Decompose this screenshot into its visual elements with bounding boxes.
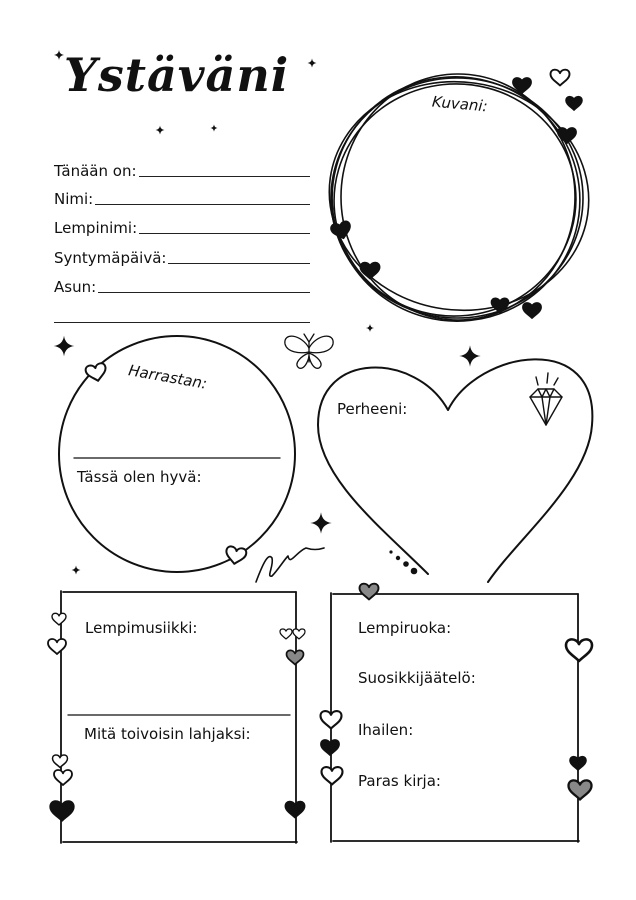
- heart-outline-icon: [280, 629, 292, 639]
- favorite-music-label: Lempimusiikki:: [85, 619, 198, 637]
- write-in-line[interactable]: [139, 233, 310, 234]
- heart-outline-icon: [566, 639, 592, 661]
- family-heart-outline: [318, 359, 592, 582]
- form-field-today: [54, 158, 310, 180]
- write-in-line[interactable]: [98, 292, 310, 293]
- butterfly-icon: [285, 334, 333, 368]
- heart-filled-icon: [566, 97, 582, 110]
- sparkle-icon: [54, 336, 75, 357]
- heart-striped-icon: [287, 650, 304, 664]
- extra-write-in-line[interactable]: [54, 322, 310, 323]
- scribble-doodle-icon: [256, 548, 324, 582]
- heart-filled-icon: [321, 740, 339, 755]
- heart-outline-icon: [293, 629, 305, 639]
- heart-outline-icon: [551, 70, 570, 86]
- heart-filled-icon: [51, 801, 74, 820]
- favorite-food-label: Lempiruoka:: [358, 619, 452, 637]
- heart-outline-icon: [52, 613, 66, 625]
- form-field-label: Syntymäpäivä:: [54, 249, 167, 267]
- form-field-home: [54, 274, 310, 296]
- heart-outline-icon: [48, 639, 66, 654]
- sparkle-icon: [308, 59, 317, 68]
- write-in-line[interactable]: [168, 263, 310, 264]
- sparkle-icon: [366, 324, 374, 332]
- heart-filled-icon: [570, 757, 586, 770]
- family-label: Perheeni:: [337, 400, 408, 418]
- best-book-label: Paras kirja:: [358, 772, 441, 790]
- sparkle-icon: [54, 50, 64, 60]
- write-in-line[interactable]: [139, 176, 310, 177]
- hobbies-label: Harrastan:: [127, 361, 209, 393]
- heart-striped-icon: [360, 584, 379, 600]
- heart-outline-icon: [85, 362, 108, 382]
- diamond-icon: [530, 373, 562, 425]
- heart-filled-icon: [286, 802, 305, 818]
- heart-striped-icon: [569, 780, 592, 799]
- good-at-label: Tässä olen hyvä:: [77, 468, 202, 486]
- heart-outline-icon: [224, 546, 247, 566]
- form-field-label: Asun:: [54, 278, 97, 296]
- gift-wish-label: Mitä toivoisin lahjaksi:: [84, 725, 251, 743]
- heart-outline-icon: [54, 770, 72, 785]
- page-title: Ystäväni: [64, 48, 290, 102]
- form-field-label: Tänään on:: [54, 162, 137, 180]
- favorite-ice-cream-label: Suosikkijäätelö:: [358, 669, 476, 687]
- write-in-line[interactable]: [95, 204, 310, 205]
- heart-outline-icon: [322, 767, 343, 784]
- form-field-nickname: [54, 215, 310, 237]
- heart-outline-icon: [321, 711, 342, 728]
- heart-outline-icon: [53, 755, 68, 767]
- heart-dots: [389, 550, 417, 574]
- photo-frame-label: Kuvani:: [431, 92, 489, 116]
- heart-filled-icon: [523, 303, 541, 318]
- sparkle-icon: [72, 566, 81, 575]
- sparkle-icon: [459, 345, 481, 367]
- sparkle-icon: [210, 124, 217, 131]
- form-field-label: Lempinimi:: [54, 219, 138, 237]
- sparkle-icon: [310, 512, 332, 534]
- admire-label: Ihailen:: [358, 721, 414, 739]
- sparkle-icon: [156, 126, 165, 135]
- form-field-birthday: [54, 245, 310, 267]
- form-field-name: [54, 186, 310, 208]
- form-field-label: Nimi:: [54, 190, 94, 208]
- heart-filled-icon: [558, 128, 576, 143]
